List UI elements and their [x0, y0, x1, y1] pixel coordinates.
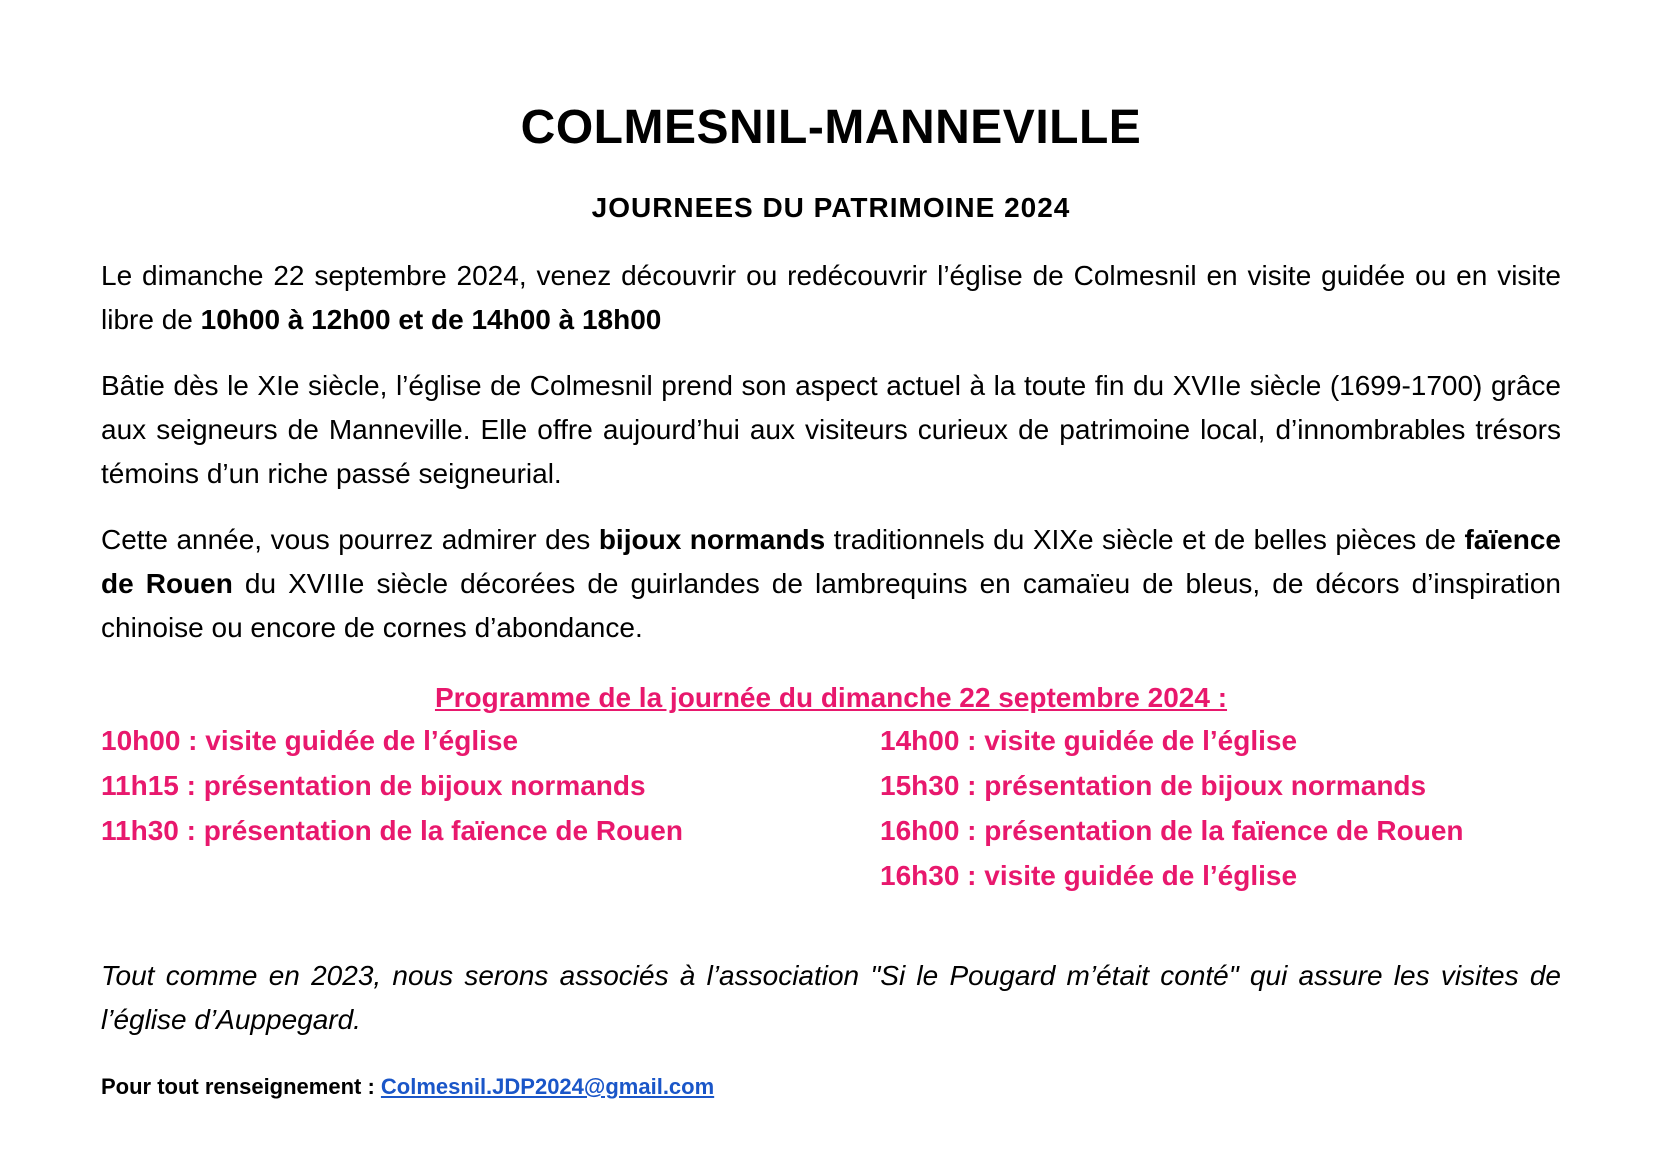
closing-paragraph: Tout comme en 2023, nous serons associés à l’association "Si le Pougard m’était conté" qui assure les visites de l’église d’Auppegard. — [101, 960, 1561, 1035]
schedule-item: 16h30 : visite guidée de l’église — [880, 860, 1298, 891]
page-title: COLMESNIL-MANNEVILLE — [520, 101, 1142, 154]
schedule-item: 16h00 : présentation de la faïence de Rouen — [880, 815, 1464, 846]
schedule-item: 11h30 : présentation de la faïence de Rouen — [101, 815, 683, 846]
exhibit-bijoux: bijoux normands — [598, 524, 826, 555]
schedule-item: 11h15 : présentation de bijoux normands — [101, 770, 646, 801]
opening-hours: 10h00 à 12h00 et de 14h00 à 18h00 — [200, 304, 662, 335]
contact-line — [101, 1072, 714, 1102]
program-afternoon — [880, 718, 1640, 898]
contact-email-link[interactable]: Colmesnil.JDP2024@gmail.com — [380, 1074, 715, 1099]
history-paragraph: Bâtie dès le XIe siècle, l’église de Colmesnil prend son aspect actuel à la toute fin du XVIIe siècle (1699-1700) grâce aux seigneurs de Manneville. Elle offre aujourd’hui aux visiteurs curieux de patrimoine local, d’innombrables trésors témoins d’un riche passé seigneurial. — [101, 370, 1561, 489]
contact-label: Pour tout renseignement : — [101, 1074, 381, 1099]
exhibit-faience: faïence de Rouen — [101, 524, 1561, 599]
exhibit-text-1: Cette année, vous pourrez admirer des — [101, 524, 599, 555]
exhibit-paragraph — [101, 518, 1561, 650]
schedule-item: 10h00 : visite guidée de l’église — [101, 725, 519, 756]
intro-text: Le dimanche 22 septembre 2024, venez découvrir ou redécouvrir l’église de Colmesnil en visite guidée ou en visite libre de — [101, 260, 1561, 335]
schedule-item: 14h00 : visite guidée de l’église — [880, 725, 1298, 756]
schedule-item: 15h30 : présentation de bijoux normands — [880, 770, 1427, 801]
program-morning — [101, 718, 861, 853]
exhibit-text-2: traditionnels du XIXe siècle et de belles pièces de — [825, 524, 1465, 555]
intro-paragraph — [101, 254, 1561, 342]
page-subtitle: JOURNEES DU PATRIMOINE 2024 — [591, 192, 1071, 223]
program-title: Programme de la journée du dimanche 22 septembre 2024 : — [434, 682, 1228, 713]
exhibit-text-3: du XVIIIe siècle décorées de guirlandes de lambrequins en camaïeu de bleus, de décors d’inspiration chinoise ou encore de cornes d’abondance. — [101, 568, 1561, 643]
